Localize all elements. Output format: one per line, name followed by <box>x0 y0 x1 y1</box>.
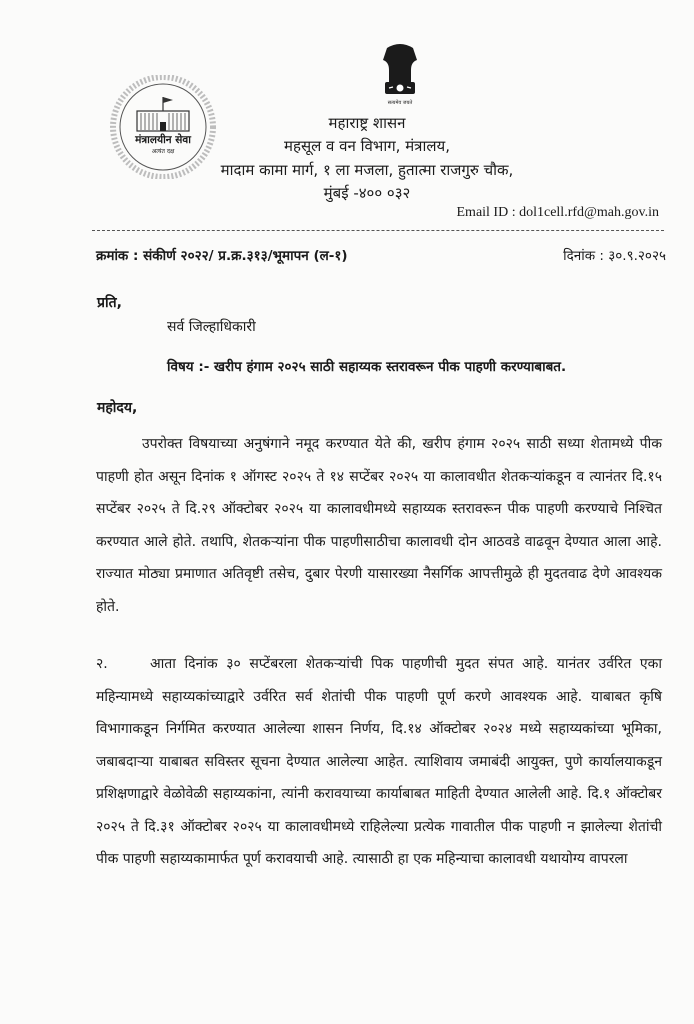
paragraph-2 <box>96 648 662 876</box>
government-name: महाराष्ट्र शासन <box>328 114 406 132</box>
emblem-motto: सत्यमेव जयते <box>387 100 413 106</box>
paragraph-1-text: उपरोक्त विषयाच्या अनुषंगाने नमूद करण्यात येते की, खरीप हंगाम २०२५ साठी सध्या शेतामध्ये पीक पाहणी होत असून दिनांक १ ऑगस्ट २०२५ ते १४ सप्टेंबर २०२५ या कालावधीत शेतकऱ्यांकडून व त्यानंतर दि.१५ सप्टेंबर २०२५ ते दि.२९ ऑक्टोबर २०२५ या कालावधीमध्ये सहाय्यक स्तरावरून पीक पाहणी करण्याचे निश्चित करण्यात आले होते. तथापि, शेतकऱ्यांना पीक पाहणीसाठीचा कालावधी दोन आठवडे वाढवून देण्यात आला आहे. राज्यात मोठ्या प्रमाणात अतिवृष्टी तसेच, दुबार पेरणी यासारख्या नैसर्गिक आपत्तीमुळे ही मुदतवाढ देणे आवश्यक होते. <box>96 436 662 615</box>
paragraph-1 <box>96 428 662 623</box>
city-pincode: मुंबई -४०० ०३२ <box>323 184 411 202</box>
letter-date: दिनांक : ३०.९.२०२५ <box>563 248 666 264</box>
header-divider <box>92 230 664 231</box>
seal-title: मंत्रालयीन सेवा <box>135 134 191 146</box>
salutation: महोदय, <box>97 400 138 416</box>
paragraph-2-number: २. <box>96 656 108 672</box>
seal-subtitle: अत्यंत दक्ष <box>151 148 175 155</box>
addressee: सर्व जिल्हाधिकारी <box>167 319 256 335</box>
addressee-label: प्रति, <box>97 295 122 311</box>
department-name: महसूल व वन विभाग, मंत्रालय, <box>284 137 450 155</box>
national-emblem-logo <box>365 40 435 110</box>
ashoka-emblem-icon <box>365 40 435 104</box>
reference-number: क्रमांक : संकीर्ण २०२२/ प्र.क्र.३१३/भूमापन (ल-१) <box>96 248 348 264</box>
office-address: मादाम कामा मार्ग, १ ला मजला, हुतात्मा राजगुरु चौक, <box>220 161 514 179</box>
paragraph-2-text: आता दिनांक ३० सप्टेंबरला शेतकऱ्यांची पिक पाहणीची मुदत संपत आहे. यानंतर उर्वरित एका महिन्यामध्ये सहाय्यकांच्याद्वारे उर्वरित सर्व शेतांची पीक पाहणी पूर्ण करणे आवश्यक आहे. याबाबत कृषि विभागाकडून निर्गमित करण्यात आलेल्या शासन निर्णय, दि.१४ ऑक्टोबर २०२४ मध्ये सहाय्यकांच्या भूमिका, जबाबदाऱ्या याबाबत सविस्तर सूचना देण्यात आलेल्या आहेत. त्याशिवाय जमाबंदी आयुक्त, पुणे कार्यालयाकडून प्रशिक्षणाद्वारे वेळोवेळी सहाय्यकांना, त्यांनी करावयाच्या कार्याबाबत माहिती देण्यात आलेली आहे. दि.१ ऑक्टोबर २०२५ ते दि.३१ ऑक्टोबर २०२५ या कालावधीमध्ये राहिलेल्या प्रत्येक गावातील पीक पाहणी न झालेल्या शेतांची पीक पाहणी सहाय्यकामार्फत पूर्ण करावयाची आहे. त्यासाठी हा एक महिन्याचा कालावधी यथायोग्य वापरला <box>96 656 662 867</box>
email-id: Email ID : dol1cell.rfd@mah.gov.in <box>456 205 659 220</box>
subject-line: विषय :- खरीप हंगाम २०२५ साठी सहाय्यक स्तरावरून पीक पाहणी करण्याबाबत. <box>167 359 567 375</box>
